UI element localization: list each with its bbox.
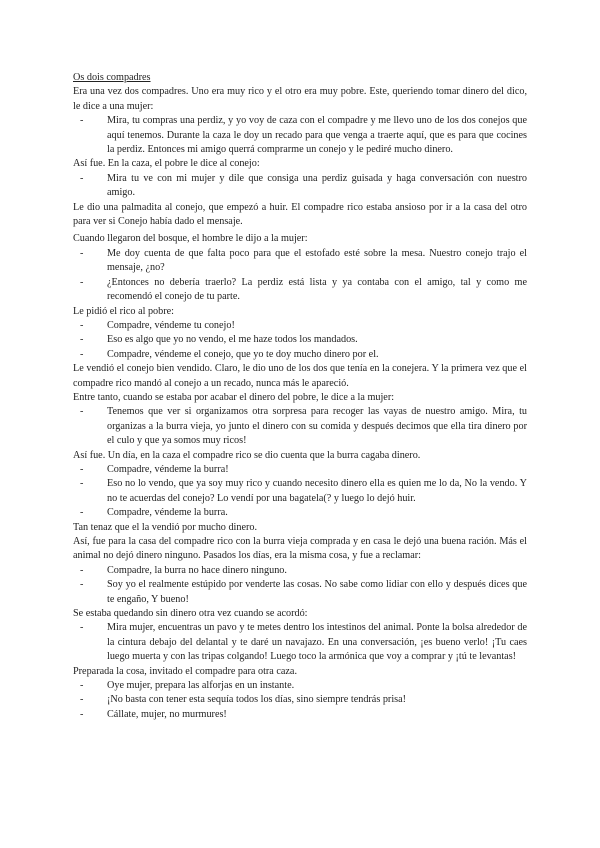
document-title: Os dois compadres (73, 72, 151, 83)
dash-bullet-icon: - (80, 406, 84, 418)
dialogue-text: ¡No basta con tener esta sequía todos los días, sino siempre tendrás prisa! (107, 694, 407, 706)
dialogue-line (80, 114, 527, 157)
dialogue-text: Me doy cuenta de que falta poco para que el estofado esté sobre la mesa. Nuestro conejo trajo el mensaje, ¿no? (107, 247, 527, 274)
dash-bullet-icon: - (80, 115, 84, 127)
dialogue-text: ¿Entonces no debería traerlo? La perdiz está lista y ya contaba con el amigo, tal y como me recomendó el conejo de tu parte. (107, 276, 527, 303)
paragraph: Tan tenaz que el la vendió por mucho dinero. (73, 521, 258, 533)
dialogue-line (80, 333, 527, 347)
dialogue-text: Eso es algo que yo no vendo, el me haze todos los mandados. (107, 334, 358, 346)
paragraph: Le pidió el rico al pobre: (73, 305, 174, 317)
dash-bullet-icon: - (80, 694, 84, 706)
dialogue-line (80, 477, 527, 506)
dialogue-text: Oye mujer, prepara las alforjas en un instante. (107, 680, 295, 692)
dash-bullet-icon: - (80, 463, 84, 475)
dialogue-text: Tenemos que ver si organizamos otra sorpresa para recoger las vayas de nuestro amigo. Mira, tu organizas a la burra vieja, yo junto el dinero con su comida y después decimos que ella tira dinero por el culo y que ya somos muy ricos! (107, 406, 527, 447)
dialogue-text: Eso no lo vendo, que ya soy muy rico y cuando necesito dinero ella es quien me lo da, No la vendo. Y no te acuerdas del conejo? Lo vendí por una bagatela(? y luego lo dejó huir. (107, 478, 527, 504)
dialogue-line (80, 276, 527, 305)
dialogue-line (80, 172, 527, 201)
dialogue-line (80, 708, 527, 722)
dialogue-text: Compadre, véndeme tu conejo! (107, 319, 235, 331)
dialogue-list (73, 679, 527, 722)
dialogue-line (80, 405, 527, 448)
dialogue-line (80, 463, 527, 477)
document-body (73, 85, 527, 722)
dash-bullet-icon: - (80, 172, 84, 184)
dash-bullet-icon: - (80, 564, 84, 576)
dialogue-list (73, 172, 527, 201)
dialogue-line (80, 679, 527, 693)
dialogue-line (80, 693, 527, 707)
paragraph: Preparada la cosa, invitado el compadre para otra caza. (73, 665, 298, 677)
dash-bullet-icon: - (80, 579, 84, 591)
dash-bullet-icon: - (80, 334, 84, 346)
dialogue-text: Compadre, la burra no hace dinero ninguno. (107, 564, 287, 576)
dialogue-line (80, 348, 527, 362)
dialogue-list (73, 114, 527, 157)
paragraph: Se estaba quedando sin dinero otra vez cuando se acordó: (73, 608, 308, 620)
dialogue-text: Cállate, mujer, no murmures! (107, 708, 227, 720)
dash-bullet-icon: - (80, 708, 84, 720)
dialogue-text: Compadre, véndeme el conejo, que yo te doy mucho dinero por el. (107, 348, 379, 360)
dialogue-line (80, 319, 527, 333)
dialogue-text: Mira, tu compras una perdiz, y yo voy de caza con el compadre y me llevo uno de los dos conejos que aquí tenemos. Durante la caza le doy un recado para que venga a traerte aquí, que es para que cocines la perdiz. Entonces mi amigo querrá comprarme un conejo y le pediré mucho dinero. (107, 115, 527, 156)
paragraph: Entre tanto, cuando se estaba por acabar el dinero del pobre, le dice a la mujer: (73, 391, 395, 403)
dialogue-text: Mira tu ve con mi mujer y dile que consiga una perdiz guisada y haga conversación con nuestro amigo. (107, 172, 527, 199)
dash-bullet-icon: - (80, 247, 84, 259)
dialogue-line (80, 621, 527, 664)
paragraph: Así, fue para la casa del compadre rico con la burra vieja comprada y en casa le dejó una buena ración. Más el animal no dejó dinero ninguno. Pasados los días, era la misma cosa, y fue a reclamar: (73, 536, 527, 562)
dialogue-text: Mira mujer, encuentras un pavo y te metes dentro los intestinos del animal. Ponte la bolsa alrededor de la cintura debajo del delantal y te daré un navajazo. En una conversación, ¡es bueno verlo! ¡Tu caes luego muerta y con las tripas colgando! Luego toco la armónica que voy a comprar y ¡tú te levantas! (107, 622, 527, 663)
dash-bullet-icon: - (80, 478, 84, 490)
paragraph: Cuando llegaron del bosque, el hombre le dijo a la mujer: (73, 233, 308, 245)
dash-bullet-icon: - (80, 276, 84, 288)
dialogue-list (73, 319, 527, 362)
dash-bullet-icon: - (80, 680, 84, 692)
dialogue-list (73, 405, 527, 448)
dialogue-line (80, 506, 527, 520)
dialogue-line (80, 564, 527, 578)
paragraph: Era una vez dos compadres. Uno era muy rico y el otro era muy pobre. Este, queriendo tomar dinero del dico, le dice a una mujer: (73, 86, 527, 112)
dash-bullet-icon: - (80, 507, 84, 519)
dialogue-text: Soy yo el realmente estúpido por venderte las cosas. No sabe como lidiar con ello y después dices que te engaño, Y bueno! (107, 579, 527, 605)
dialogue-list (73, 247, 527, 305)
dialogue-line (80, 247, 527, 276)
dash-bullet-icon: - (80, 348, 84, 360)
paragraph: Le dio una palmadita al conejo, que empezó a huir. El compadre rico estaba ansioso por ir a la casa del otro para ver si Conejo había dado el mensaje. (73, 201, 527, 228)
dialogue-line (80, 578, 527, 607)
dialogue-text: Compadre, véndeme la burra! (107, 463, 229, 475)
paragraph: Así fue. Un día, en la caza el compadre rico se dio cuenta que la burra cagaba dinero. (73, 449, 421, 461)
dialogue-text: Compadre, véndeme la burra. (107, 507, 228, 519)
dash-bullet-icon: - (80, 319, 84, 331)
paragraph: Así fue. En la caza, el pobre le dice al conejo: (73, 158, 260, 170)
dialogue-list (73, 621, 527, 664)
paragraph: Le vendió el conejo bien vendido. Claro, le dio uno de los dos que tenía en la conejera. Y la primera vez que el compadre rico mandó al conejo a un recado, nunca más le apareció. (73, 363, 527, 389)
dialogue-list (73, 564, 527, 607)
dash-bullet-icon: - (80, 622, 84, 634)
dialogue-list (73, 463, 527, 521)
